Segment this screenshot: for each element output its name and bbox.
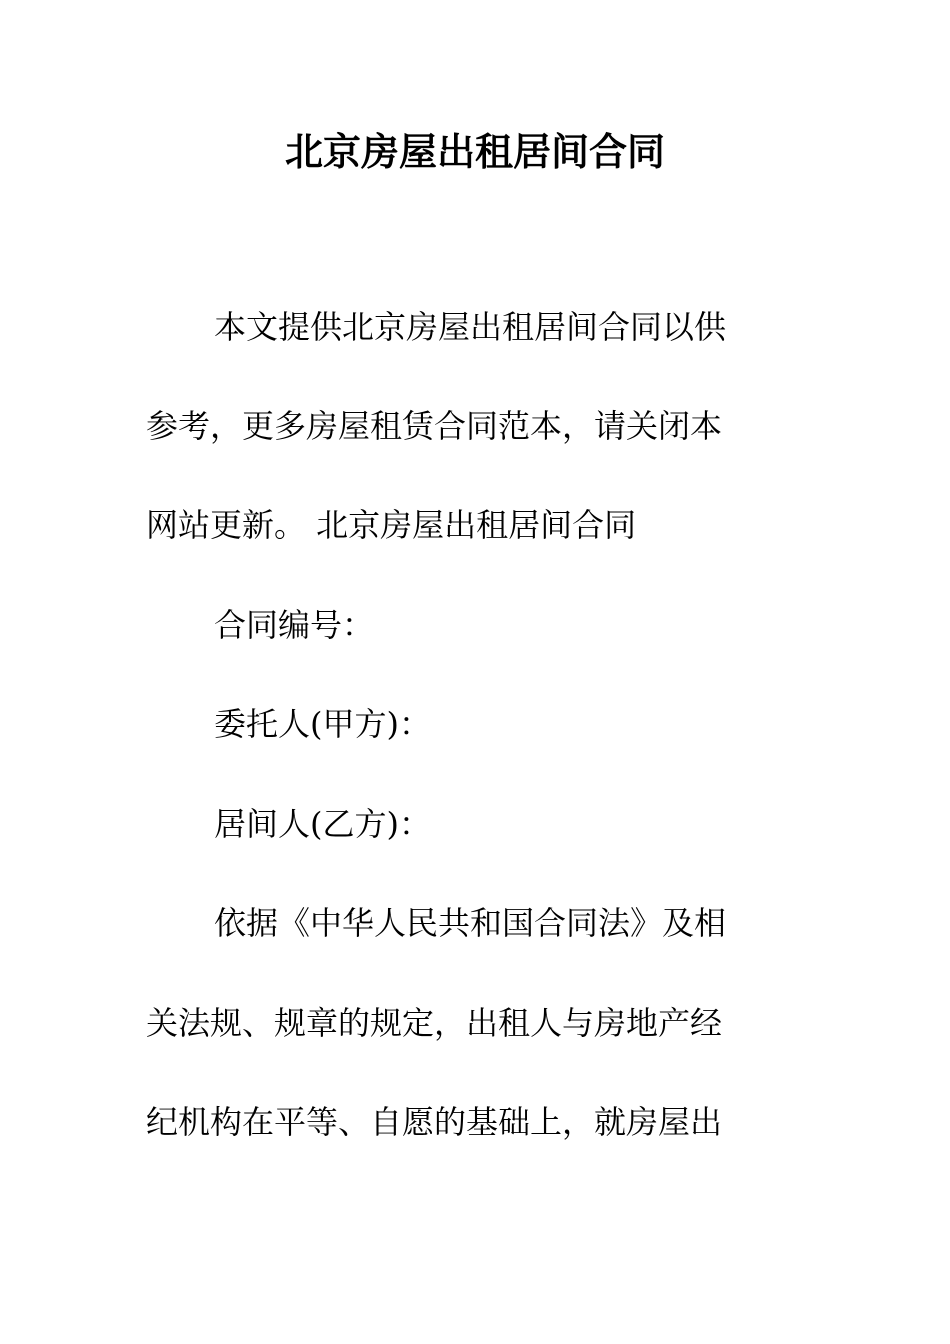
principal-party-a-label: 委托人(甲方)： — [214, 705, 431, 743]
contract-number-label: 合同编号： — [214, 606, 375, 644]
paragraph-line: 本文提供北京房屋出租居间合同以供 — [214, 308, 727, 346]
paragraph-line: 关法规、规章的规定，出租人与房地产经 — [146, 1004, 723, 1042]
document-title: 北京房屋出租居间合同 — [284, 129, 665, 174]
paragraph-line: 纪机构在平等、自愿的基础上，就房屋出 — [146, 1103, 723, 1141]
paragraph-line: 网站更新。 北京房屋出租居间合同 — [146, 506, 637, 544]
intermediary-party-b-label: 居间人(乙方)： — [214, 805, 431, 843]
paragraph-line: 参考，更多房屋租赁合同范本，请关闭本 — [146, 407, 723, 445]
paragraph-line: 依据《中华人民共和国合同法》及相 — [214, 904, 727, 942]
